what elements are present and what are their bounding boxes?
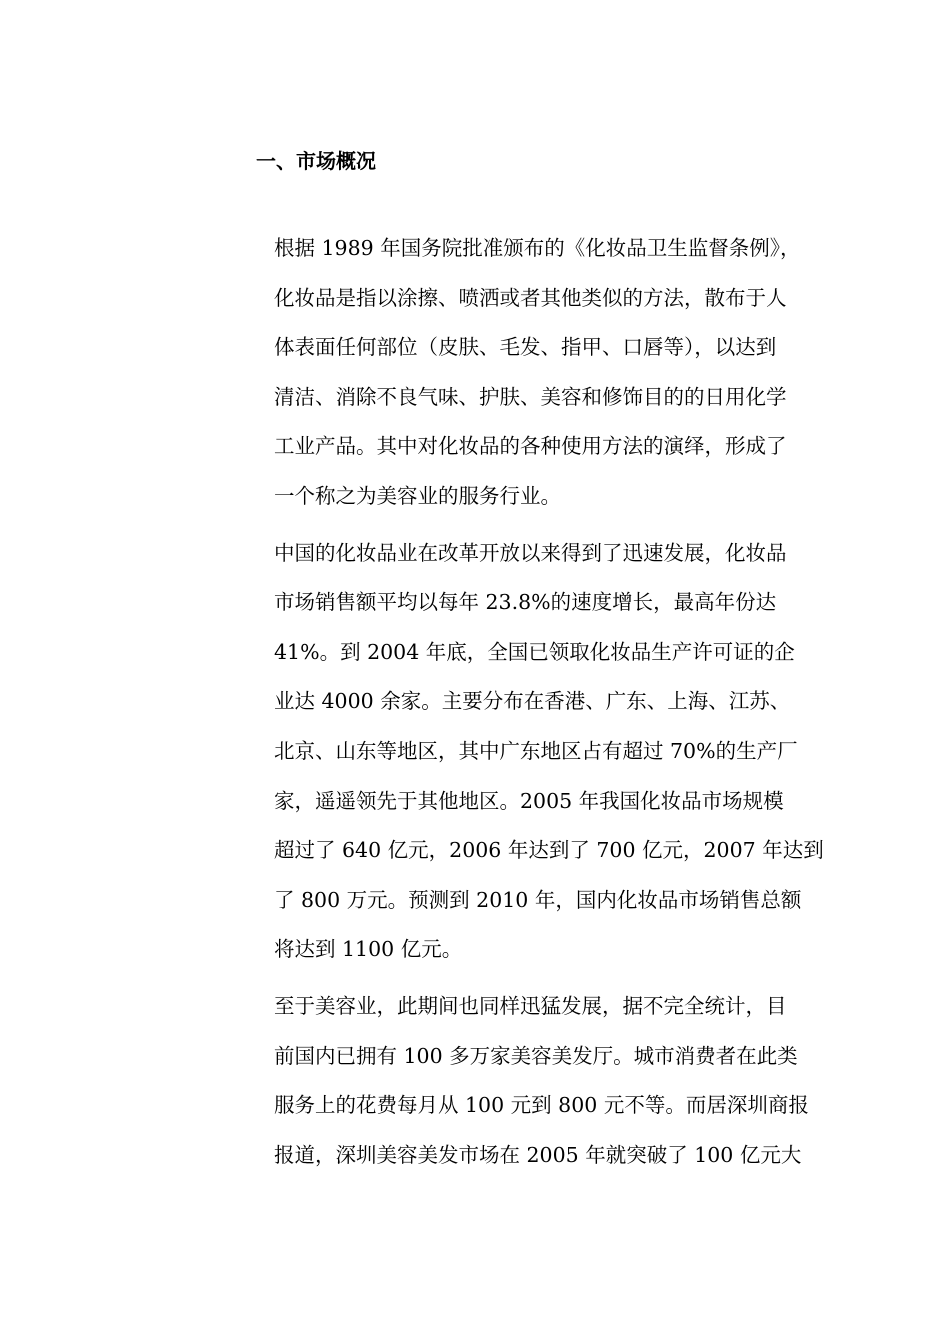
text-line: 报道，深圳美容美发市场在 2005 年就突破了 100 亿元大 — [274, 1142, 802, 1167]
text-line: 超过了 640 亿元，2006 年达到了 700 亿元，2007 年达到 — [274, 838, 824, 863]
text-line: 41%。到 2004 年底，全国已领取化妆品生产许可证的企 — [274, 639, 795, 664]
text-line: 体表面任何部位（皮肤、毛发、指甲、口唇等），以达到 — [274, 335, 777, 360]
paragraph-beauty-industry — [274, 982, 874, 1180]
text-line: 市场销售额平均以每年 23.8%的速度增长，最高年份达 — [274, 590, 777, 615]
text-line: 至于美容业，此期间也同样迅猛发展，据不完全统计，目 — [274, 993, 787, 1018]
text-line: 将达到 1100 亿元。 — [274, 937, 463, 962]
body-text — [274, 224, 874, 1187]
text-line: 北京、山东等地区，其中广东地区占有超过 70%的生产厂 — [274, 738, 798, 763]
text-line: 了 800 万元。预测到 2010 年，国内化妆品市场销售总额 — [274, 887, 802, 912]
text-line: 家，遥遥领先于其他地区。2005 年我国化妆品市场规模 — [274, 788, 784, 813]
text-line: 前国内已拥有 100 多万家美容美发厅。城市消费者在此类 — [274, 1043, 798, 1068]
text-line: 清洁、消除不良气味、护肤、美容和修饰目的的日用化学 — [274, 384, 787, 409]
text-line: 服务上的花费每月从 100 元到 800 元不等。而居深圳商报 — [274, 1093, 809, 1118]
text-line: 中国的化妆品业在改革开放以来得到了迅速发展，化妆品 — [274, 540, 787, 565]
paragraph-market-growth — [274, 529, 874, 975]
section-heading: 一、市场概况 — [256, 149, 376, 173]
paragraph-definition — [274, 224, 874, 522]
text-line: 化妆品是指以涂擦、喷洒或者其他类似的方法，散布于人 — [274, 285, 787, 310]
text-line: 工业产品。其中对化妆品的各种使用方法的演绎，形成了 — [274, 434, 787, 459]
text-line: 业达 4000 余家。主要分布在香港、广东、上海、江苏、 — [274, 689, 791, 714]
text-line: 根据 1989 年国务院批准颁布的《化妆品卫生监督条例》， — [274, 236, 801, 260]
text-line: 一个称之为美容业的服务行业。 — [274, 483, 561, 508]
